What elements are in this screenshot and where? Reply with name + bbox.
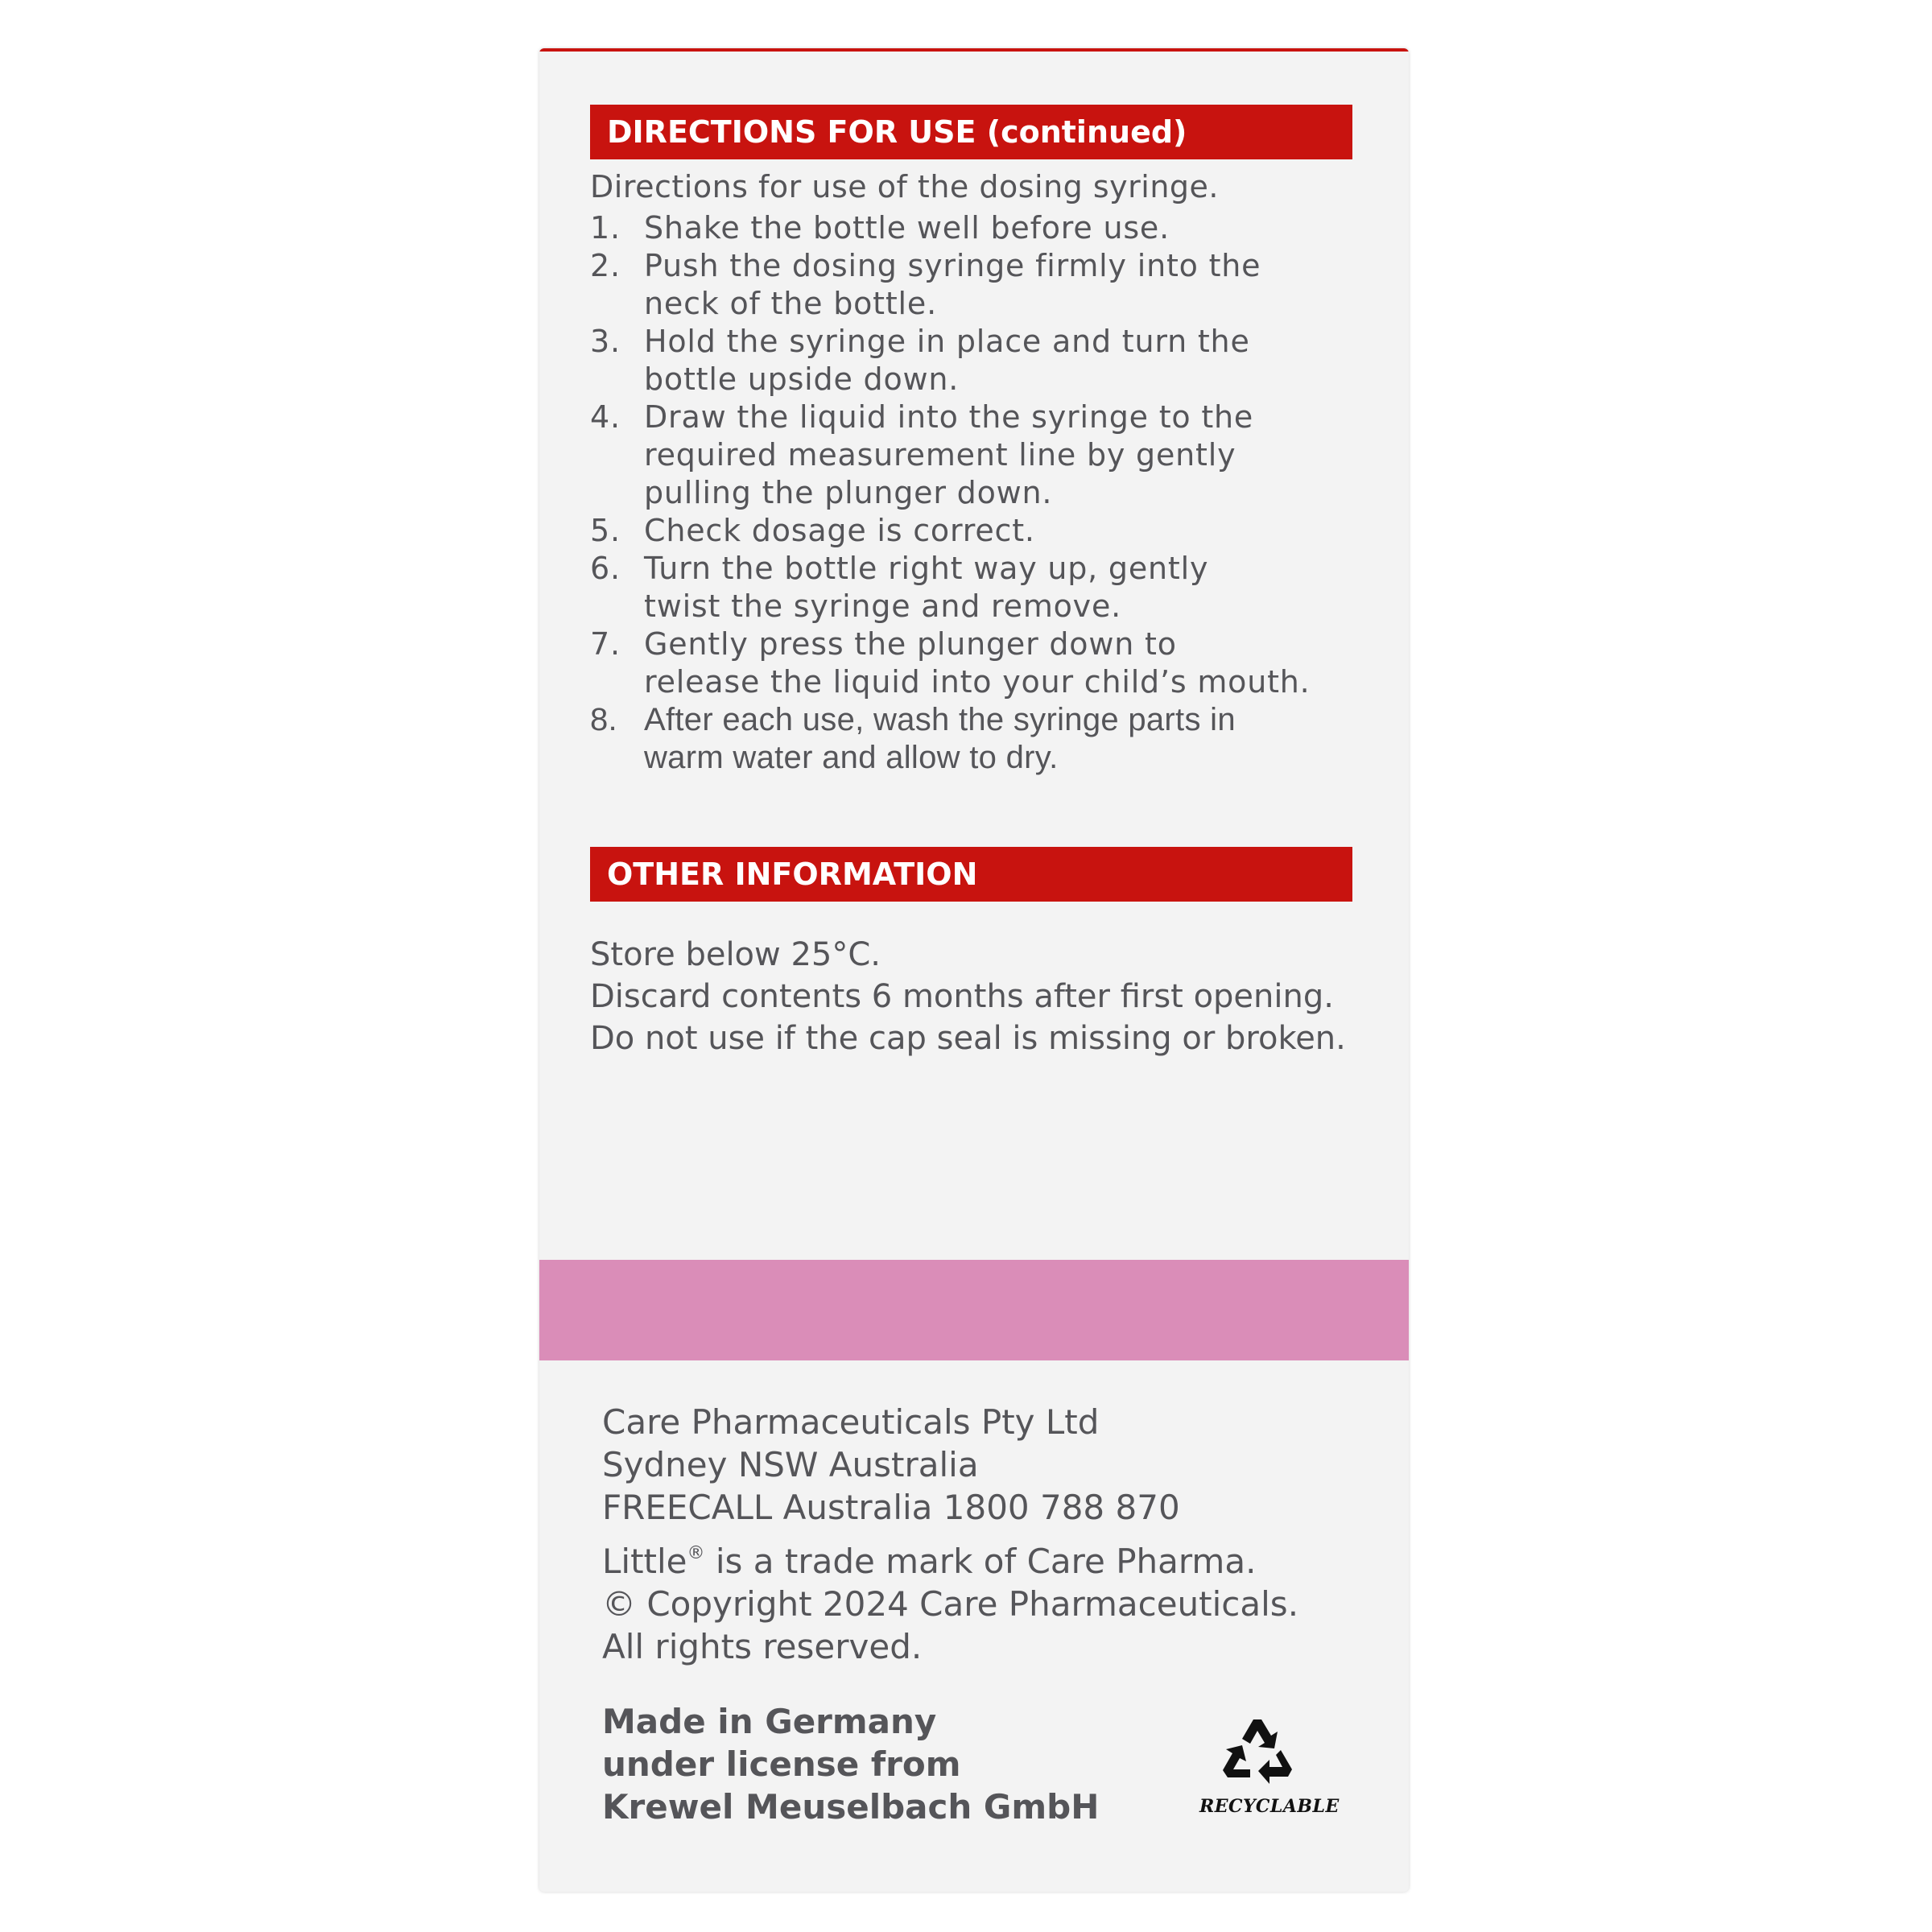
list-item bbox=[590, 398, 1387, 512]
step-number: 6. bbox=[590, 551, 621, 586]
trademark-text: is a trade mark of Care Pharma. bbox=[704, 1542, 1257, 1581]
step-number: 7. bbox=[590, 626, 621, 662]
step-text: Check dosage is correct. bbox=[644, 513, 1035, 548]
step-text: twist the syringe and remove. bbox=[644, 588, 1122, 624]
company-freecall: FREECALL Australia 1800 788 870 bbox=[602, 1488, 1180, 1527]
step-text: After each use, wash the syringe parts in bbox=[644, 702, 1236, 737]
recyclable-mark bbox=[1199, 1713, 1340, 1817]
step-number: 4. bbox=[590, 399, 621, 435]
company-name: Care Pharmaceuticals Pty Ltd bbox=[602, 1402, 1100, 1442]
made-in-line: Made in Germany bbox=[602, 1702, 937, 1741]
step-text: required measurement line by gently bbox=[644, 437, 1236, 473]
pink-color-band bbox=[539, 1260, 1409, 1360]
list-item bbox=[590, 625, 1387, 701]
step-text: Push the dosing syringe firmly into the bbox=[644, 248, 1261, 283]
list-item bbox=[590, 323, 1387, 398]
other-info-line: Discard contents 6 months after first opening. bbox=[590, 978, 1334, 1015]
recycle-icon bbox=[1212, 1713, 1300, 1790]
directions-steps bbox=[590, 209, 1387, 777]
step-text: Gently press the plunger down to bbox=[644, 626, 1177, 662]
step-number: 3. bbox=[590, 324, 621, 359]
trademark-line bbox=[602, 1540, 1298, 1583]
step-text: Hold the syringe in place and turn the bbox=[644, 324, 1250, 359]
step-text: neck of the bottle. bbox=[644, 286, 937, 321]
trademark-brand: Little bbox=[602, 1542, 687, 1581]
step-text: release the liquid into your child’s mouth. bbox=[644, 664, 1311, 700]
copyright-line: © Copyright 2024 Care Pharmaceuticals. bbox=[602, 1584, 1299, 1624]
other-info-line: Do not use if the cap seal is missing or broken. bbox=[590, 1020, 1346, 1057]
list-item bbox=[590, 247, 1387, 323]
license-line: under license from bbox=[602, 1744, 961, 1784]
step-number: 2. bbox=[590, 248, 621, 283]
registered-mark: ® bbox=[687, 1543, 705, 1563]
label-panel bbox=[539, 48, 1409, 1892]
step-text: Turn the bottle right way up, gently bbox=[644, 551, 1209, 586]
other-information-list bbox=[590, 934, 1346, 1059]
list-item bbox=[590, 209, 1387, 247]
licensor-line: Krewel Meuselbach GmbH bbox=[602, 1787, 1100, 1827]
step-text: bottle upside down. bbox=[644, 361, 960, 397]
step-text: pulling the plunger down. bbox=[644, 475, 1053, 510]
list-item bbox=[590, 512, 1387, 550]
legal-notice bbox=[602, 1540, 1298, 1668]
list-item bbox=[590, 550, 1387, 625]
other-info-line: Store below 25°C. bbox=[590, 936, 881, 973]
rights-line: All rights reserved. bbox=[602, 1627, 923, 1666]
step-number: 5. bbox=[590, 513, 621, 548]
other-information-header: OTHER INFORMATION bbox=[590, 847, 1352, 902]
step-text: Shake the bottle well before use. bbox=[644, 210, 1170, 246]
recyclable-label: RECYCLABLE bbox=[1199, 1796, 1340, 1817]
top-accent-line bbox=[539, 48, 1409, 52]
step-number: 1. bbox=[590, 210, 621, 246]
list-item bbox=[590, 701, 1387, 777]
step-text: Draw the liquid into the syringe to the bbox=[644, 399, 1254, 435]
company-location: Sydney NSW Australia bbox=[602, 1445, 979, 1484]
step-text: warm water and allow to dry. bbox=[644, 740, 1059, 775]
directions-header: DIRECTIONS FOR USE (continued) bbox=[590, 105, 1352, 159]
manufacture-info bbox=[602, 1700, 1099, 1828]
directions-intro: Directions for use of the dosing syringe. bbox=[590, 169, 1220, 204]
company-address bbox=[602, 1401, 1180, 1529]
step-number: 8. bbox=[590, 702, 617, 737]
